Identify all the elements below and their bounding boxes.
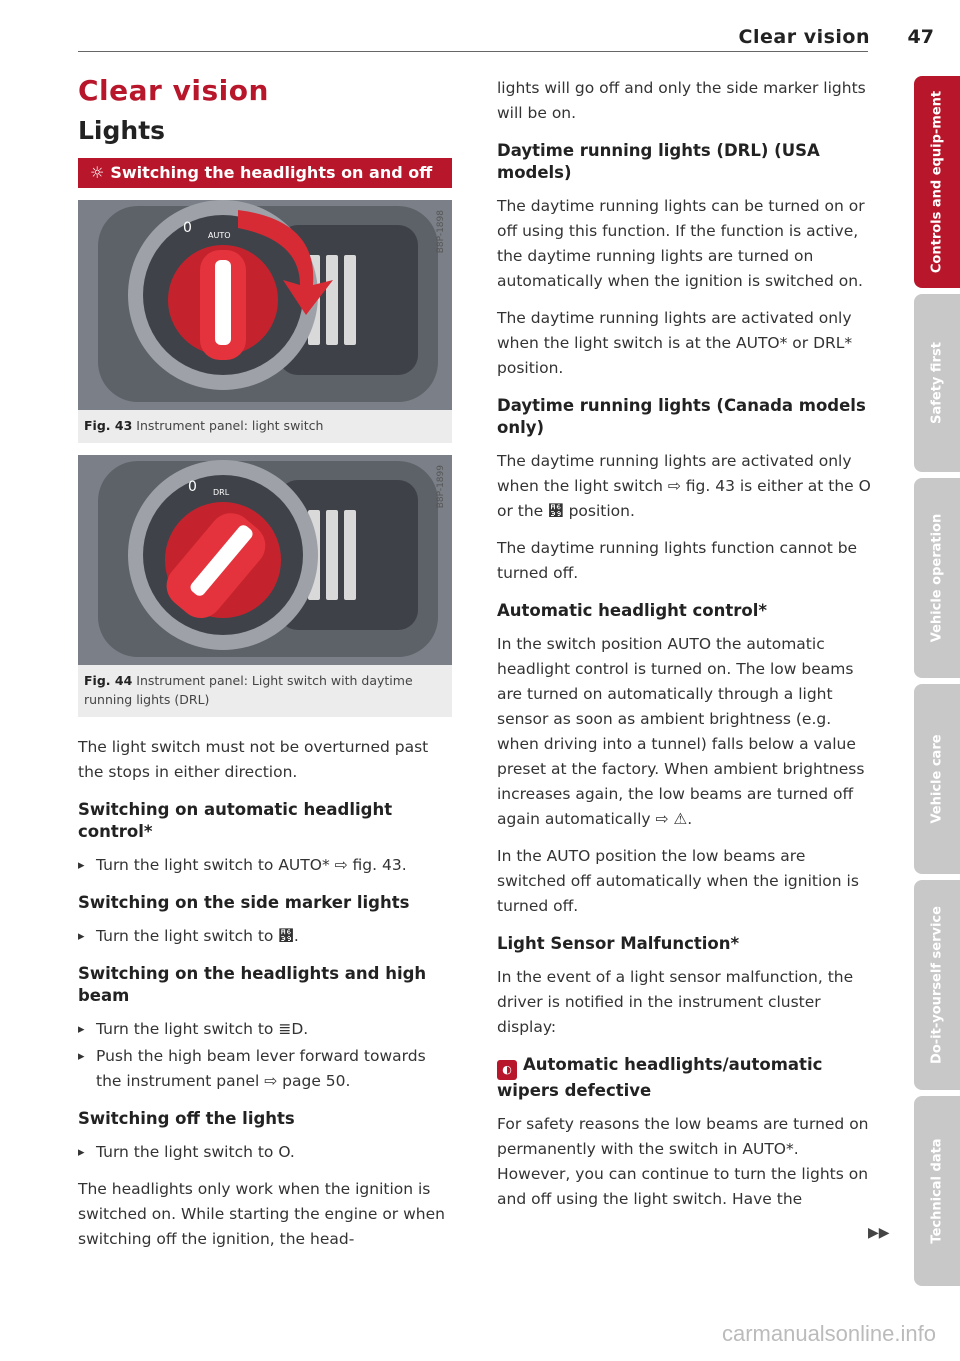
figure-code: B8P-1898 xyxy=(436,210,446,254)
heading-headlights: Switching on the headlights and high beam xyxy=(78,964,427,1005)
right-column xyxy=(497,76,871,1224)
heading-sensor: Light Sensor Malfunction* xyxy=(497,934,740,953)
tab-label: Vehicle operation xyxy=(929,513,945,643)
drl-canada-paragraph-1: The daytime running lights are activated only when the light switch ⇨ fig. 43 is either at the O or the ꘹ position. xyxy=(497,452,871,520)
heading-lights-off: Switching off the lights xyxy=(78,1109,295,1128)
header-rule xyxy=(78,51,868,52)
step-side-marker: ▸ Turn the light switch to ꘹. xyxy=(78,924,452,949)
figure-caption xyxy=(78,410,452,443)
figure-caption-text: Instrument panel: Light switch with daytime running lights (DRL) xyxy=(84,673,413,707)
defect-paragraph: For safety reasons the low beams are turned on permanently with the switch in AUTO*. However, you can continue to turn the lights on and off using the light switch. Have the xyxy=(497,1115,869,1208)
tab-safety[interactable] xyxy=(914,294,960,472)
tab-vehicle-care[interactable] xyxy=(914,684,960,874)
watermark: carmanualsonline.info xyxy=(721,1321,936,1346)
light-icon: ☼ xyxy=(90,163,105,182)
figure-caption xyxy=(78,665,452,717)
step-headlights: ▸ Turn the light switch to ≣D. xyxy=(78,1017,452,1042)
heading-auto: Switching on automatic headlight control* xyxy=(78,800,393,841)
figure-label: Fig. 44 xyxy=(84,673,133,688)
figure-44 xyxy=(78,455,452,717)
page-number: 47 xyxy=(907,26,934,48)
svg-text:AUTO: AUTO xyxy=(208,231,231,240)
drl-canada-paragraph-2: The daytime running lights function cannot be turned off. xyxy=(497,539,858,582)
figure-43 xyxy=(78,200,452,443)
sensor-paragraph: In the event of a light sensor malfunction, the driver is notified in the instrument cluster display: xyxy=(497,968,854,1036)
running-header-title: Clear vision xyxy=(738,26,870,48)
figure-caption-text: Instrument panel: light switch xyxy=(136,418,324,433)
tab-vehicle-operation[interactable] xyxy=(914,478,960,678)
light-switch-image xyxy=(78,200,452,410)
heading-side-marker: Switching on the side marker lights xyxy=(78,893,410,912)
step-high-beam: ▸ Push the high beam lever forward towards the instrument panel ⇨ page 50. xyxy=(78,1044,452,1094)
outro-paragraph: The headlights only work when the ignition is switched on. While starting the engine or when switching off the ignition, the head- xyxy=(78,1180,445,1248)
step-auto: ▸ Turn the light switch to AUTO* ⇨ fig. 43. xyxy=(78,853,452,878)
tab-controls[interactable] xyxy=(914,76,960,288)
tab-diy-service[interactable] xyxy=(914,880,960,1090)
step-lights-off: ▸ Turn the light switch to O. xyxy=(78,1140,452,1165)
drl-usa-paragraph-2: The daytime running lights are activated only when the light switch is at the AUTO* or DRL* position. xyxy=(497,309,853,377)
figure-code: B8P-1899 xyxy=(436,465,446,509)
svg-text:0: 0 xyxy=(183,220,192,236)
heading-drl-canada: Daytime running lights (Canada models only) xyxy=(497,396,866,437)
heading-drl-usa: Daytime running lights (DRL) (USA models) xyxy=(497,141,820,182)
tab-label: Vehicle care xyxy=(929,734,945,824)
heading-defect xyxy=(497,1054,871,1102)
svg-text:0: 0 xyxy=(188,479,197,495)
heading-auto-control: Automatic headlight control* xyxy=(497,601,768,620)
auto-control-paragraph-1: In the switch position AUTO the automatic headlight control is turned on. The low beams are turned on automatically through a light sensor as soon as ambient brightness (e.g. when driving into a tunnel) falls below a value preset at the factory. When ambient brightness increases again, the low beams are turned off again automatically ⇨ ⚠. xyxy=(497,635,865,828)
chapter-tabs xyxy=(914,76,960,1292)
topic-banner xyxy=(78,158,452,188)
continued-paragraph: lights will go off and only the side marker lights will be on. xyxy=(497,79,866,122)
figure-label: Fig. 43 xyxy=(84,418,133,433)
drl-usa-paragraph-1: The daytime running lights can be turned on or off using this function. If the function is active, the daytime running lights are turned on automatically when the ignition is switched on. xyxy=(497,197,865,290)
topic-banner-text: Switching the headlights on and off xyxy=(110,163,433,182)
left-column xyxy=(78,74,452,1264)
svg-text:DRL: DRL xyxy=(213,488,230,497)
tab-label: Technical data xyxy=(929,1138,945,1244)
tab-label: Do-it-yourself service xyxy=(929,906,945,1064)
tab-label: Controls and equip-ment xyxy=(929,90,945,274)
heading-defect-text: Automatic headlights/automatic wipers defective xyxy=(497,1055,823,1100)
intro-paragraph: The light switch must not be overturned past the stops in either direction. xyxy=(78,738,429,781)
warning-lamp-icon: ◐ xyxy=(497,1060,517,1080)
tab-label: Safety first xyxy=(929,342,945,424)
tab-technical-data[interactable] xyxy=(914,1096,960,1286)
chapter-title: Clear vision xyxy=(78,74,269,107)
auto-control-paragraph-2: In the AUTO position the low beams are switched off automatically when the ignition is turned off. xyxy=(497,847,859,915)
continue-arrow-icon: ▶▶ xyxy=(868,1225,890,1241)
light-switch-drl-image xyxy=(78,455,452,665)
section-title: Lights xyxy=(78,116,166,145)
